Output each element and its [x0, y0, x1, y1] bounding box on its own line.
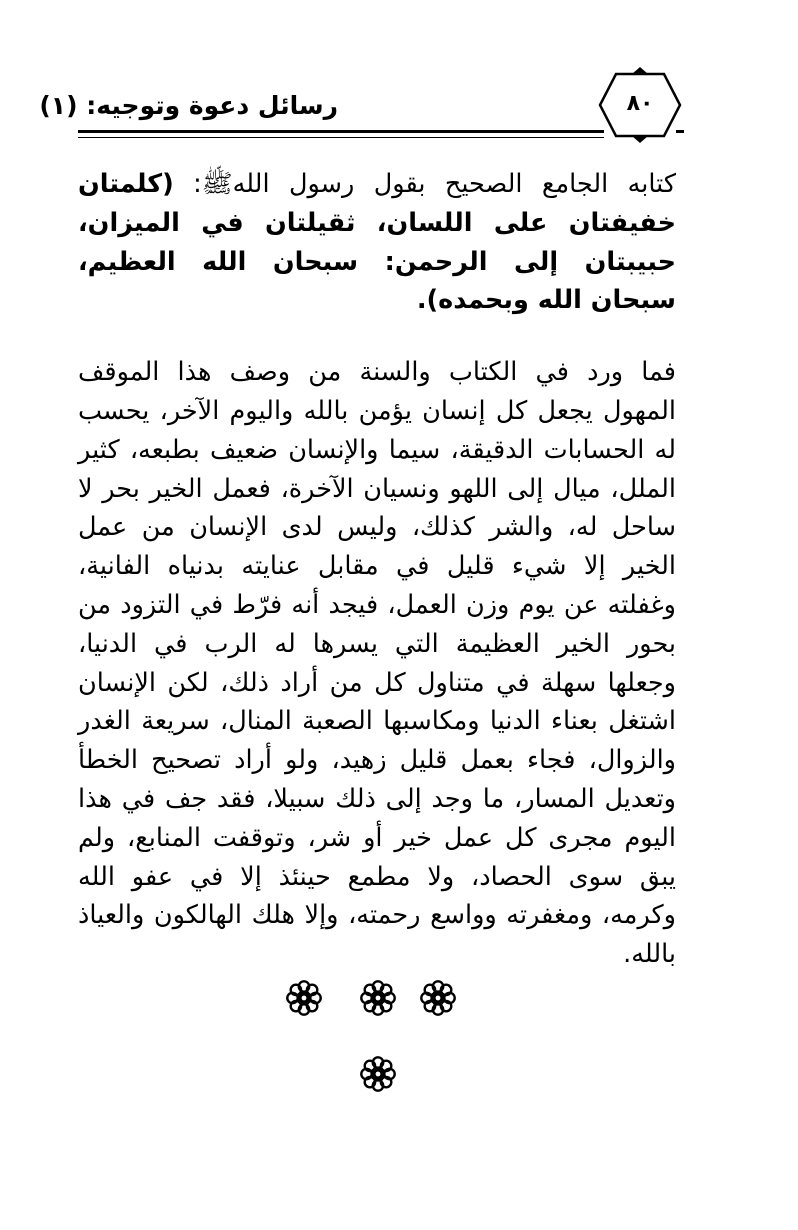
- header-rule-thin: [78, 137, 604, 138]
- page-number: ٨٠: [626, 91, 654, 116]
- flower-ornament-icon: [284, 978, 324, 1018]
- section-divider-ornaments: [250, 972, 550, 1112]
- flower-ornament-icon: [358, 978, 398, 1018]
- paragraph-hadith: [78, 165, 676, 320]
- body-text: [78, 165, 676, 974]
- header-rule: [78, 130, 604, 133]
- paragraph-main: فما ورد في الكتاب والسنة من وصف هذا الموقف المهول يجعل كل إنسان يؤمن بالله واليوم الآخر، يحسب له الحسابات الدقيقة، سيما والإنسان ضعيف بطبعه، كثير الملل، ميال إلى اللهو ونسيان الآخرة، فعمل الخير بحر لا ساحل له، والشر كذلك، وليس لدى الإنسان من عمل الخير إلا شيء قليل في مقابل عنايته بدنياه الفانية، وغفلته عن يوم وزن العمل، فيجد أنه فرّط في التزود من بحور الخير العظيمة التي يسرها له الرب في الدنيا، وجعلها سهلة في متناول كل من أراد ذلك، لكن الإنسان اشتغل بعناء الدنيا ومكاسبها الصعبة المنال، سريعة الغدر والزوال، فجاء بعمل قليل زهيد، ولو أراد تصحيح الخطأ وتعديل المسار، ما وجد إلى ذلك سبيلا، فقد جف في هذا اليوم مجرى كل عمل خير أو شر، وتوقفت المنابع، ولم يبق سوى الحصاد، ولا مطمع حينئذ إلا في عفو الله وكرمه، ومغفرته وواسع رحمته، وإلا هلك الهالكون والعياذ بالله.: [78, 357, 676, 970]
- hadith-intro: كتابه الجامع الصحيح بقول رسول اللهﷺ:: [173, 169, 676, 199]
- hadith-quote: (كلمتان خفيفتان على اللسان، ثقيلتان في الميزان، حبيبتان إلى الرحمن: سبحان الله العظيم، سبحان الله وبحمده).: [78, 169, 676, 316]
- page-header: [39, 62, 684, 152]
- flower-ornament-icon: [418, 978, 458, 1018]
- flower-ornament-icon: [358, 1054, 398, 1094]
- page-number-badge: [598, 66, 682, 144]
- running-header-title: رسائل دعوة وتوجيه: (١): [39, 91, 338, 120]
